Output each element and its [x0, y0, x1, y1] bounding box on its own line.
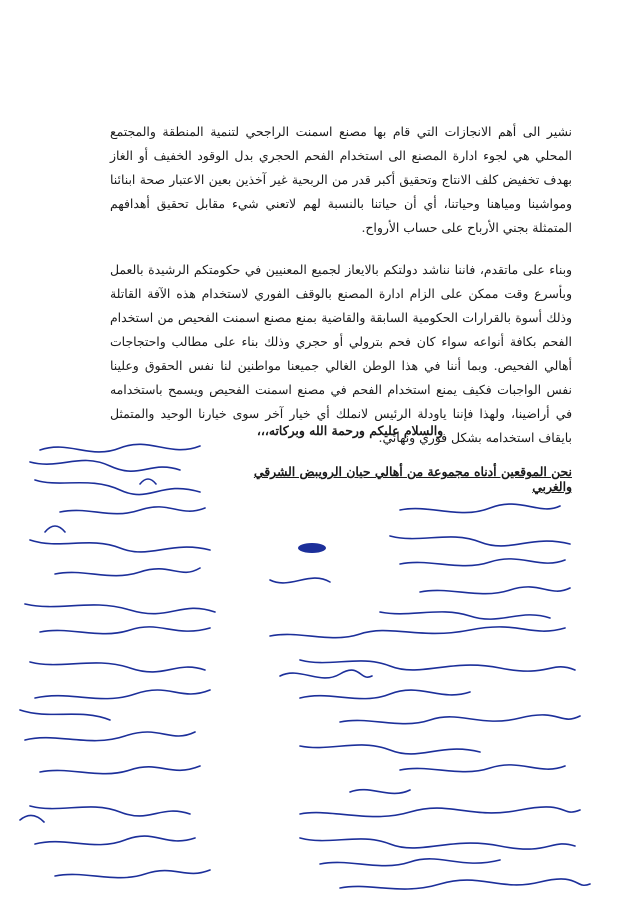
signature	[340, 879, 590, 889]
signature	[300, 838, 575, 849]
signature	[20, 806, 190, 822]
signature	[30, 662, 205, 672]
left-signature-column	[20, 444, 215, 877]
closing-greeting: والسلام عليكم ورحمة الله وبركاته،،،	[256, 423, 444, 438]
signature	[380, 612, 550, 619]
signature	[25, 604, 215, 614]
signature	[280, 670, 372, 678]
handwritten-signatures	[0, 440, 640, 904]
signature	[298, 543, 326, 553]
signature	[40, 627, 210, 634]
signature	[390, 536, 570, 546]
signature	[320, 859, 500, 866]
signature	[35, 836, 195, 845]
signatures-drawing	[0, 440, 640, 904]
signature	[270, 627, 565, 638]
signature	[270, 578, 330, 583]
signature	[55, 568, 200, 576]
signature	[300, 745, 480, 754]
signature	[400, 504, 560, 513]
signature	[20, 690, 210, 720]
signature	[30, 526, 210, 552]
body-paragraph-1: نشير الى أهم الانجازات التي قام بها مصنع اسمنت الراجحي لتنمية المنطقة والمجتمع المحلي هي لجوء ادارة المصنع الى استخدام الفحم الحجري بدل الوقود الخفيف أو الغاز بهدف تخفيض كلف الانتاج وتحقيق أكبر قدر من الربحية غير آخذين بعين الاعتبار صحة ابنائنا ومواشينا ومياهنا وحياتنا، أي أن حياتنا بالنسبة لهم لاتعني شيء مقابل تحقيق أهدافهم المتمثلة بجني الأرباح على حساب الأرواح.	[110, 124, 572, 235]
signature	[30, 444, 200, 471]
signatories-heading: نحن الموقعين أدناه مجموعة من أهالي حيان الرويبض الشرقي والغربي	[253, 464, 572, 494]
signature	[400, 765, 565, 772]
signature	[300, 807, 580, 817]
signature	[350, 790, 410, 794]
signature	[420, 587, 570, 594]
signature	[300, 660, 575, 671]
right-signature-column	[270, 504, 590, 889]
signature	[35, 479, 200, 495]
signature	[55, 870, 210, 878]
signature	[60, 507, 205, 514]
signature	[340, 715, 580, 724]
body-paragraph-2: وبناء على ماتقدم، فاننا نناشد دولتكم بالايعاز لجميع المعنيين في حكومتكم الرشيدة بالعمل وبأسرع وقت ممكن على الزام ادارة المصنع بالوقف الفوري لاستخدام هذه الآفة القاتلة وذلك أسوة بالقرارات الحكومية السابقة والقاضية بمنع مصنع اسمنت الفحيص من استخدام الفحم بكافة أنواعه سواء كان فحم بترولي أو حجري وذلك بناء على مطالب واحتجاجات أهالي الفحيص. وبما أننا في هذا الوطن الغالي جميعنا مواطنين لنا نفس الحقوق وعلينا نفس الواجبات فكيف يمنع استخدام الفحم في مصنع اسمنت الفحيص ويسمح باستخدامه في أراضينا، ولهذا فإننا ياودلة الرئيس لانملك أي خيار آخر سوى خيارنا الوحيد والمتمثل بايقاف استخدامه بشكل فوري ونهائي.	[110, 262, 572, 445]
signature	[40, 766, 200, 774]
letter-body	[110, 120, 572, 468]
signature	[400, 559, 565, 566]
signature	[25, 732, 195, 741]
signature	[300, 690, 470, 699]
